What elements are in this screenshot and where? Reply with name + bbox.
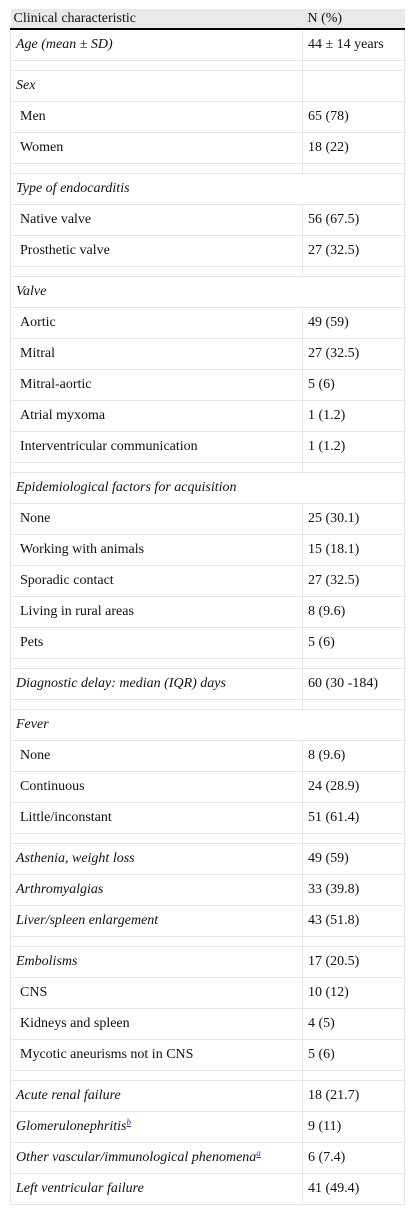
row-label: Continuous bbox=[11, 772, 303, 803]
table-row bbox=[11, 432, 405, 463]
footnote-link-b[interactable]: b bbox=[126, 1117, 131, 1127]
row-spacer bbox=[11, 164, 405, 174]
row-label: Native valve bbox=[11, 205, 303, 236]
row-label: Liver/spleen enlargement bbox=[11, 906, 303, 937]
row-spacer bbox=[11, 61, 405, 71]
row-value: 27 (32.5) bbox=[303, 339, 405, 370]
table-row bbox=[11, 1174, 405, 1205]
section-row bbox=[11, 174, 405, 205]
row-value: 8 (9.6) bbox=[303, 597, 405, 628]
row-label: Pets bbox=[11, 628, 303, 659]
table-row bbox=[11, 669, 405, 700]
clinical-characteristics-table bbox=[10, 9, 405, 1205]
footnote-marker bbox=[256, 1148, 261, 1158]
table-row bbox=[11, 308, 405, 339]
table-row bbox=[11, 205, 405, 236]
row-label: None bbox=[11, 741, 303, 772]
row-value: 6 (7.4) bbox=[303, 1143, 405, 1174]
table-row bbox=[11, 1040, 405, 1071]
row-label: Working with animals bbox=[11, 535, 303, 566]
row-spacer bbox=[11, 267, 405, 277]
row-label: Men bbox=[11, 102, 303, 133]
table-row bbox=[11, 875, 405, 906]
row-label: Arthromyalgias bbox=[11, 875, 303, 906]
section-label: Fever bbox=[11, 710, 405, 741]
row-label-cell bbox=[11, 1112, 303, 1143]
row-spacer bbox=[11, 937, 405, 947]
table-row bbox=[11, 535, 405, 566]
row-value: 27 (32.5) bbox=[303, 236, 405, 267]
row-value: 4 (5) bbox=[303, 1009, 405, 1040]
footnote-marker bbox=[126, 1117, 131, 1127]
table-row bbox=[11, 1081, 405, 1112]
table-row bbox=[11, 504, 405, 535]
row-label: Mitral bbox=[11, 339, 303, 370]
row-label: Asthenia, weight loss bbox=[11, 844, 303, 875]
row-value: 25 (30.1) bbox=[303, 504, 405, 535]
row-value: 18 (22) bbox=[303, 133, 405, 164]
row-label: Diagnostic delay: median (IQR) days bbox=[11, 669, 303, 700]
row-value: 1 (1.2) bbox=[303, 432, 405, 463]
row-value-empty bbox=[303, 71, 405, 102]
row-label: Women bbox=[11, 133, 303, 164]
table-row bbox=[11, 628, 405, 659]
row-value: 15 (18.1) bbox=[303, 535, 405, 566]
section-row bbox=[11, 71, 405, 102]
table-row bbox=[11, 133, 405, 164]
table-row bbox=[11, 978, 405, 1009]
table-row bbox=[11, 906, 405, 937]
row-value: 65 (78) bbox=[303, 102, 405, 133]
row-value: 24 (28.9) bbox=[303, 772, 405, 803]
row-label: Aortic bbox=[11, 308, 303, 339]
row-label-cell bbox=[11, 1143, 303, 1174]
row-label: Interventricular communication bbox=[11, 432, 303, 463]
table-row bbox=[11, 401, 405, 432]
header-n-percent: N (%) bbox=[303, 9, 405, 29]
footnote-link-a[interactable]: a bbox=[256, 1148, 261, 1158]
row-spacer bbox=[11, 659, 405, 669]
table-row bbox=[11, 236, 405, 267]
row-label: Sporadic contact bbox=[11, 566, 303, 597]
table-row bbox=[11, 102, 405, 133]
row-spacer bbox=[11, 700, 405, 710]
row-label: Mycotic aneurisms not in CNS bbox=[11, 1040, 303, 1071]
table-row bbox=[11, 772, 405, 803]
row-value: 10 (12) bbox=[303, 978, 405, 1009]
row-value: 27 (32.5) bbox=[303, 566, 405, 597]
row-label: Prosthetic valve bbox=[11, 236, 303, 267]
row-label: CNS bbox=[11, 978, 303, 1009]
row-value: 51 (61.4) bbox=[303, 803, 405, 834]
clinical-table-container bbox=[10, 9, 404, 1205]
row-value: 49 (59) bbox=[303, 308, 405, 339]
table-row bbox=[11, 803, 405, 834]
row-value: 43 (51.8) bbox=[303, 906, 405, 937]
row-label: Little/inconstant bbox=[11, 803, 303, 834]
section-label: Sex bbox=[11, 71, 303, 102]
row-value: 56 (67.5) bbox=[303, 205, 405, 236]
row-label: Other vascular/immunological phenomena bbox=[16, 1150, 257, 1165]
table-row bbox=[11, 597, 405, 628]
table-row bbox=[11, 1009, 405, 1040]
row-spacer bbox=[11, 834, 405, 844]
row-value: 60 (30 -184) bbox=[303, 669, 405, 700]
header-clinical-characteristic: Clinical characteristic bbox=[11, 9, 303, 29]
table-row bbox=[11, 339, 405, 370]
row-value: 5 (6) bbox=[303, 370, 405, 401]
row-spacer bbox=[11, 1071, 405, 1081]
table-row bbox=[11, 29, 405, 61]
row-value: 5 (6) bbox=[303, 1040, 405, 1071]
row-value: 17 (20.5) bbox=[303, 947, 405, 978]
row-value: 1 (1.2) bbox=[303, 401, 405, 432]
table-header-row bbox=[11, 9, 405, 29]
section-row bbox=[11, 710, 405, 741]
section-row bbox=[11, 277, 405, 308]
row-label: None bbox=[11, 504, 303, 535]
table-row bbox=[11, 370, 405, 401]
table-row bbox=[11, 741, 405, 772]
row-value: 5 (6) bbox=[303, 628, 405, 659]
table-row bbox=[11, 566, 405, 597]
row-spacer bbox=[11, 463, 405, 473]
table-row bbox=[11, 844, 405, 875]
row-label: Atrial myxoma bbox=[11, 401, 303, 432]
row-label: Living in rural areas bbox=[11, 597, 303, 628]
row-value: 44 ± 14 years bbox=[303, 29, 405, 61]
row-label: Left ventricular failure bbox=[11, 1174, 303, 1205]
section-label: Epidemiological factors for acquisition bbox=[11, 473, 405, 504]
row-label: Acute renal failure bbox=[11, 1081, 303, 1112]
section-label: Embolisms bbox=[11, 947, 303, 978]
section-label: Type of endocarditis bbox=[11, 174, 405, 205]
table-row bbox=[11, 1143, 405, 1174]
row-value: 33 (39.8) bbox=[303, 875, 405, 906]
section-row bbox=[11, 473, 405, 504]
row-value: 18 (21.7) bbox=[303, 1081, 405, 1112]
section-row bbox=[11, 947, 405, 978]
row-label: Kidneys and spleen bbox=[11, 1009, 303, 1040]
table-row bbox=[11, 1112, 405, 1143]
row-value: 49 (59) bbox=[303, 844, 405, 875]
row-value: 9 (11) bbox=[303, 1112, 405, 1143]
row-value: 8 (9.6) bbox=[303, 741, 405, 772]
row-label: Glomerulonephritis bbox=[16, 1119, 127, 1134]
section-label: Valve bbox=[11, 277, 405, 308]
row-label: Age (mean ± SD) bbox=[11, 29, 303, 61]
row-label: Mitral-aortic bbox=[11, 370, 303, 401]
row-value: 41 (49.4) bbox=[303, 1174, 405, 1205]
